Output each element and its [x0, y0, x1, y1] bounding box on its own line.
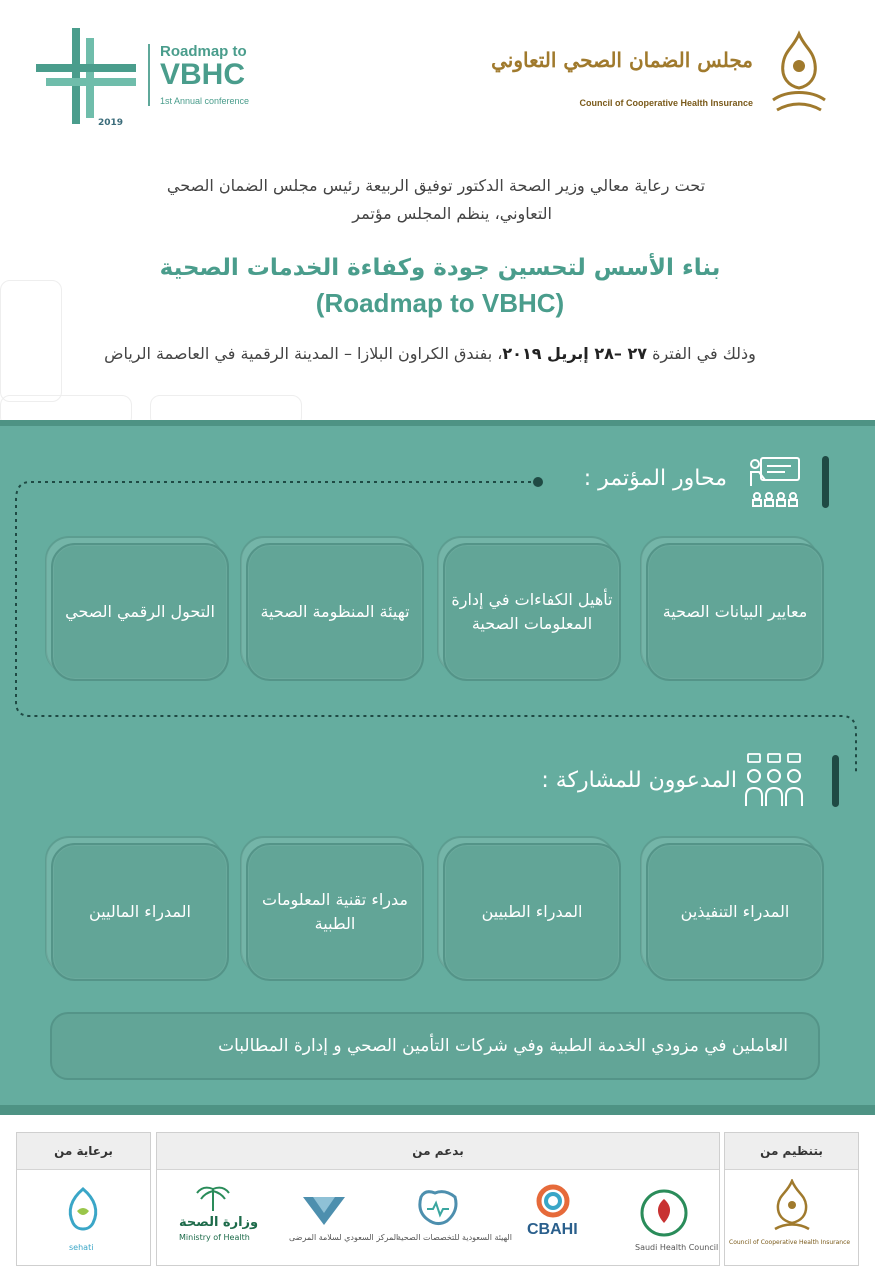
footer-organized-by	[724, 1132, 859, 1266]
axis-item: التحول الرقمي الصحي	[51, 543, 229, 681]
intro-line2: التعاوني، ينظم المجلس مؤتمر	[352, 204, 552, 223]
moh-english-caption: Ministry of Health	[179, 1233, 250, 1242]
invited-section-title: المدعوون للمشاركة :	[541, 768, 737, 793]
dates-prefix: وذلك في الفترة	[652, 344, 756, 363]
intro-line1: تحت رعاية معالي وزير الصحة الدكتور توفيق الربيعة رئيس مجلس الضمان الصحي	[166, 176, 706, 195]
moh-arabic-caption: وزارة الصحة	[179, 1215, 259, 1230]
panel-top-stripe	[0, 420, 875, 426]
vbhc-wordmark	[148, 44, 249, 106]
cchi-logo	[491, 30, 835, 120]
vbhc-line1: Roadmap to	[160, 43, 247, 60]
presentation-icon	[747, 456, 803, 508]
dates-suffix: ، بفندق الكراون البلازا – المدينة الرقمية في العاصمة الرياض	[104, 344, 503, 363]
moh-palm-icon	[193, 1183, 233, 1213]
sehati-caption: sehati	[69, 1243, 94, 1252]
cbahi-caption: CBAHI	[527, 1221, 578, 1238]
organized-by-label: بتنظيم من	[725, 1133, 858, 1170]
conference-title-arabic: بناء الأسس لتحسين جودة وكفاءة الخدمات الصحية	[159, 255, 721, 281]
vbhc-cross-icon	[36, 28, 146, 128]
audience-icon	[744, 752, 804, 810]
sehati-logo-icon	[63, 1187, 103, 1239]
axis-item: تأهيل الكفاءات في إدارة المعلومات الصحية	[443, 543, 621, 681]
cchi-footer-emblem-icon	[769, 1179, 815, 1235]
axes-section-title: محاور المؤتمر :	[583, 466, 727, 491]
sponsored-by-label: برعاية من	[17, 1133, 150, 1170]
scfhs-caption: الهيئة السعودية للتخصصات الصحية	[397, 1233, 512, 1242]
footer-sponsored-by	[16, 1132, 151, 1266]
section-marker-bar	[832, 755, 839, 807]
conference-dates	[60, 344, 800, 363]
saudi-health-council-caption: Saudi Health Council	[635, 1243, 719, 1252]
decor-outline	[0, 280, 62, 402]
vbhc-line3: 1st Annual conference	[160, 96, 250, 106]
conference-title-english: (Roadmap to VBHC)	[315, 288, 565, 318]
panel-bottom-stripe	[0, 1105, 875, 1115]
invited-item: المدراء التنفيذين	[646, 843, 824, 981]
invited-item: المدراء الماليين	[51, 843, 229, 981]
vbhc-year: 2019	[98, 118, 124, 128]
cchi-english-name: Council of Cooperative Health Insurance	[579, 98, 753, 108]
cchi-arabic-name: مجلس الضمان الصحي التعاوني	[491, 48, 753, 72]
invited-item: مدراء تقنية المعلومات الطبية	[246, 843, 424, 981]
saudi-health-council-logo-icon	[639, 1185, 689, 1241]
section-marker-bar	[822, 456, 829, 508]
cchi-calligraphy-emblem-icon	[763, 30, 835, 120]
spsc-caption: المركز السعودي لسلامة المرضى	[289, 1233, 399, 1242]
vbhc-line2: VBHC	[160, 58, 246, 91]
cchi-footer-caption: Council of Cooperative Health Insurance	[729, 1239, 851, 1246]
axis-item: معايير البيانات الصحية	[646, 543, 824, 681]
vbhc-logo	[36, 28, 256, 128]
dates-bold: ٢٧ –٢٨ إبريل ٢٠١٩	[502, 344, 647, 363]
footer-supported-by	[156, 1132, 720, 1266]
spsc-logo-icon	[299, 1189, 349, 1229]
invited-wide-item: العاملين في مزودي الخدمة الطبية وفي شركات التأمين الصحي و إدارة المطالبات	[50, 1012, 820, 1080]
axis-item: تهيئة المنظومة الصحية	[246, 543, 424, 681]
scfhs-logo-icon	[415, 1187, 461, 1227]
intro-text	[130, 172, 742, 228]
invited-item: المدراء الطبيين	[443, 843, 621, 981]
supported-by-label: بدعم من	[157, 1133, 719, 1170]
cbahi-logo-icon	[535, 1183, 571, 1219]
